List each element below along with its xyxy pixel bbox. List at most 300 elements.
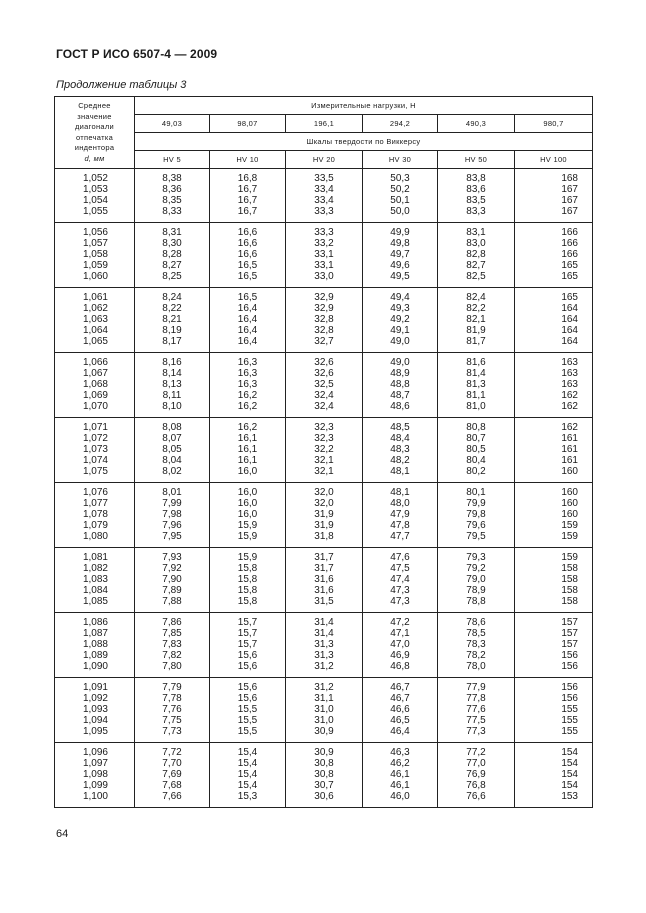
- hv50-value: 77,5: [466, 715, 486, 726]
- hv20-value: 32,4: [314, 401, 334, 412]
- hv5-value: 7,90: [162, 574, 182, 585]
- hv10-value: 16,3: [237, 357, 258, 368]
- hv100-value: 154: [561, 780, 578, 791]
- hv10-value: 15,4: [237, 747, 258, 758]
- hv100-cell: [515, 353, 593, 418]
- hv30-value: 48,4: [390, 433, 410, 444]
- diagonal-value: 1,076: [82, 487, 108, 498]
- hv5-value: 8,33: [162, 206, 182, 217]
- load-value: 980,7: [515, 115, 593, 133]
- diagonal-value: 1,062: [82, 303, 108, 314]
- hv10-value: 15,3: [237, 791, 258, 802]
- hv5-value: 7,99: [162, 498, 182, 509]
- d-cell: [55, 169, 135, 223]
- table-row-group: [55, 548, 593, 613]
- hv10-cell: [210, 743, 286, 808]
- diagonal-value: 1,065: [82, 336, 108, 347]
- hv20-value: 30,8: [314, 769, 334, 780]
- hv50-value: 79,6: [466, 520, 486, 531]
- hv50-value: 77,0: [466, 758, 486, 769]
- hv30-value: 50,0: [390, 206, 410, 217]
- table-row-group: [55, 483, 593, 548]
- hv20-cell: [286, 288, 363, 353]
- hv5-value: 8,28: [162, 249, 182, 260]
- diagonal-value: 1,085: [82, 596, 108, 607]
- hv30-cell: [363, 353, 438, 418]
- hv30-cell: [363, 483, 438, 548]
- hv100-value: 157: [561, 639, 578, 650]
- diagonal-value: 1,070: [82, 401, 108, 412]
- table-row-group: [55, 418, 593, 483]
- hv20-value: 32,3: [314, 433, 334, 444]
- hv10-value: 15,6: [237, 661, 258, 672]
- hv100-value: 155: [561, 726, 578, 737]
- hv20-value: 33,4: [314, 195, 334, 206]
- hv30-value: 48,1: [390, 466, 410, 477]
- hv20-value: 32,8: [314, 325, 334, 336]
- hv50-value: 80,5: [466, 444, 486, 455]
- hv10-value: 16,0: [237, 487, 258, 498]
- hv100-value: 161: [561, 444, 578, 455]
- hv5-value: 7,88: [162, 596, 182, 607]
- load-value: 294,2: [363, 115, 438, 133]
- hv20-cell: [286, 483, 363, 548]
- diagonal-value: 1,099: [82, 780, 108, 791]
- hv10-cell: [210, 169, 286, 223]
- table-row: [55, 548, 593, 613]
- hv20-value: 31,7: [314, 552, 334, 563]
- hv50-value: 77,2: [466, 747, 486, 758]
- hv100-value: 159: [561, 552, 578, 563]
- diagonal-value: 1,061: [82, 292, 108, 303]
- hv20-value: 31,4: [314, 617, 334, 628]
- d-cell: [55, 483, 135, 548]
- hv20-value: 30,9: [314, 726, 334, 737]
- hv30-value: 49,4: [390, 292, 410, 303]
- hv20-value: 32,7: [314, 336, 334, 347]
- hv10-value: 16,4: [237, 314, 258, 325]
- hv20-value: 31,7: [314, 563, 334, 574]
- hv20-value: 31,0: [314, 704, 334, 715]
- hv10-cell: [210, 223, 286, 288]
- hv10-value: 15,9: [237, 552, 258, 563]
- hv30-value: 46,7: [390, 682, 410, 693]
- hv5-value: 8,25: [162, 271, 182, 282]
- hv10-value: 15,7: [237, 617, 258, 628]
- hv50-value: 79,9: [466, 498, 486, 509]
- hv5-value: 7,92: [162, 563, 182, 574]
- hv50-cell: [438, 223, 515, 288]
- hv30-value: 50,1: [390, 195, 410, 206]
- hv100-value: 163: [561, 357, 578, 368]
- hv50-value: 77,9: [466, 682, 486, 693]
- hv30-value: 46,5: [390, 715, 410, 726]
- diagonal-value: 1,068: [82, 379, 108, 390]
- diagonal-value: 1,063: [82, 314, 108, 325]
- hv20-value: 31,5: [314, 596, 334, 607]
- diagonal-value: 1,074: [82, 455, 108, 466]
- hv20-value: 32,0: [314, 498, 334, 509]
- hv50-value: 82,4: [466, 292, 486, 303]
- table-row: [55, 678, 593, 743]
- hv10-cell: [210, 418, 286, 483]
- hv30-value: 47,0: [390, 639, 410, 650]
- hv5-value: 8,17: [162, 336, 182, 347]
- hv30-value: 49,7: [390, 249, 410, 260]
- hv10-value: 15,4: [237, 780, 258, 791]
- hv5-value: 8,35: [162, 195, 182, 206]
- hv30-value: 46,7: [390, 693, 410, 704]
- hv50-cell: [438, 288, 515, 353]
- hv100-value: 165: [561, 271, 578, 282]
- hv100-cell: [515, 169, 593, 223]
- hv50-cell: [438, 169, 515, 223]
- hv50-cell: [438, 678, 515, 743]
- hv100-value: 160: [561, 487, 578, 498]
- hv50-value: 83,1: [466, 227, 486, 238]
- hv5-value: 8,05: [162, 444, 182, 455]
- d-cell: [55, 353, 135, 418]
- hv5-cell: [135, 418, 210, 483]
- diagonal-value: 1,075: [82, 466, 108, 477]
- hv5-value: 7,75: [162, 715, 182, 726]
- diagonal-value: 1,059: [82, 260, 108, 271]
- diagonal-value: 1,100: [82, 791, 108, 802]
- hv10-value: 15,4: [237, 758, 258, 769]
- hv10-value: 15,8: [237, 596, 258, 607]
- hv20-cell: [286, 418, 363, 483]
- hv10-value: 15,5: [237, 704, 258, 715]
- hv30-value: 48,7: [390, 390, 410, 401]
- hv100-cell: [515, 483, 593, 548]
- hv5-value: 8,10: [162, 401, 182, 412]
- hv20-cell: [286, 353, 363, 418]
- hv5-value: 8,11: [162, 390, 182, 401]
- diagonal-value: 1,067: [82, 368, 108, 379]
- hv50-value: 78,3: [466, 639, 486, 650]
- diagonal-value: 1,069: [82, 390, 108, 401]
- hv20-value: 32,9: [314, 303, 334, 314]
- diagonal-value: 1,084: [82, 585, 108, 596]
- hv100-cell: [515, 223, 593, 288]
- hv50-value: 76,8: [466, 780, 486, 791]
- table-row: [55, 223, 593, 288]
- hv10-value: 16,7: [237, 195, 258, 206]
- hv20-value: 30,6: [314, 791, 334, 802]
- hv10-value: 16,1: [237, 455, 258, 466]
- hv5-value: 8,21: [162, 314, 182, 325]
- diagonal-value: 1,072: [82, 433, 108, 444]
- hv5-value: 7,96: [162, 520, 182, 531]
- d-cell: [55, 678, 135, 743]
- hv50-cell: [438, 483, 515, 548]
- hv30-value: 47,3: [390, 596, 410, 607]
- hv5-cell: [135, 743, 210, 808]
- hv10-value: 16,5: [237, 260, 258, 271]
- hv10-value: 16,5: [237, 271, 258, 282]
- diagonal-value: 1,066: [82, 357, 108, 368]
- hv5-cell: [135, 223, 210, 288]
- hv30-value: 49,8: [390, 238, 410, 249]
- hv30-value: 48,0: [390, 498, 410, 509]
- hv10-value: 16,5: [237, 292, 258, 303]
- hv20-cell: [286, 548, 363, 613]
- table-header: [55, 97, 593, 169]
- scale-label: HV 10: [210, 151, 286, 169]
- hv20-cell: [286, 678, 363, 743]
- scale-label: HV 30: [363, 151, 438, 169]
- hv10-value: 16,4: [237, 325, 258, 336]
- hv10-value: 16,4: [237, 303, 258, 314]
- hv30-value: 49,6: [390, 260, 410, 271]
- hv100-cell: [515, 288, 593, 353]
- hv50-value: 80,8: [466, 422, 486, 433]
- diagonal-value: 1,098: [82, 769, 108, 780]
- hv10-value: 15,7: [237, 628, 258, 639]
- diagonal-value: 1,097: [82, 758, 108, 769]
- hv50-value: 79,8: [466, 509, 486, 520]
- hv50-value: 81,7: [466, 336, 486, 347]
- diagonal-value: 1,096: [82, 747, 108, 758]
- row-header-line: Среднее: [78, 101, 111, 110]
- scale-label: HV 5: [135, 151, 210, 169]
- hv30-cell: [363, 548, 438, 613]
- hv30-cell: [363, 288, 438, 353]
- hv30-value: 49,0: [390, 357, 410, 368]
- load-value: 49,03: [135, 115, 210, 133]
- hv30-value: 46,0: [390, 791, 410, 802]
- hv10-value: 15,5: [237, 726, 258, 737]
- hv50-value: 79,5: [466, 531, 486, 542]
- hv10-value: 16,0: [237, 466, 258, 477]
- hv30-value: 46,4: [390, 726, 410, 737]
- diagonal-value: 1,053: [82, 184, 108, 195]
- hv50-value: 81,0: [466, 401, 486, 412]
- hv50-value: 77,6: [466, 704, 486, 715]
- hv50-value: 80,7: [466, 433, 486, 444]
- hv30-value: 46,8: [390, 661, 410, 672]
- hv100-value: 156: [561, 650, 578, 661]
- diagonal-value: 1,080: [82, 531, 108, 542]
- hv5-value: 8,16: [162, 357, 182, 368]
- hv30-value: 48,6: [390, 401, 410, 412]
- hv30-value: 49,0: [390, 336, 410, 347]
- hv30-value: 49,5: [390, 271, 410, 282]
- hv50-value: 83,6: [466, 184, 486, 195]
- hv10-value: 15,5: [237, 715, 258, 726]
- d-cell: [55, 743, 135, 808]
- hv100-value: 158: [561, 574, 578, 585]
- hv5-value: 8,02: [162, 466, 182, 477]
- row-header-line: индентора: [74, 143, 115, 152]
- hv10-value: 16,1: [237, 444, 258, 455]
- table-row: [55, 743, 593, 808]
- scale-label: HV 50: [438, 151, 515, 169]
- hv10-value: 16,4: [237, 336, 258, 347]
- hv50-value: 83,8: [466, 173, 486, 184]
- hv30-value: 46,2: [390, 758, 410, 769]
- table-caption: Продолжение таблицы 3: [56, 79, 187, 91]
- hv30-value: 47,1: [390, 628, 410, 639]
- hv5-value: 7,69: [162, 769, 182, 780]
- hv100-value: 164: [561, 314, 578, 325]
- hv5-value: 8,30: [162, 238, 182, 249]
- hv20-value: 31,6: [314, 585, 334, 596]
- hv5-value: 7,76: [162, 704, 182, 715]
- diagonal-value: 1,083: [82, 574, 108, 585]
- hv10-value: 16,0: [237, 498, 258, 509]
- hv20-value: 32,9: [314, 292, 334, 303]
- table-row-group: [55, 678, 593, 743]
- hv20-cell: [286, 223, 363, 288]
- hv30-value: 48,5: [390, 422, 410, 433]
- hv5-value: 8,14: [162, 368, 182, 379]
- hv100-value: 155: [561, 704, 578, 715]
- hv20-value: 32,6: [314, 357, 334, 368]
- hv30-value: 48,9: [390, 368, 410, 379]
- hv100-value: 163: [561, 379, 578, 390]
- hv5-value: 7,70: [162, 758, 182, 769]
- hv5-value: 7,86: [162, 617, 182, 628]
- hv100-value: 167: [561, 206, 578, 217]
- table-row: [55, 483, 593, 548]
- hv30-value: 49,3: [390, 303, 410, 314]
- hv30-cell: [363, 223, 438, 288]
- hv30-value: 46,9: [390, 650, 410, 661]
- hv50-value: 77,8: [466, 693, 486, 704]
- hv5-value: 8,19: [162, 325, 182, 336]
- hv10-cell: [210, 288, 286, 353]
- hv50-cell: [438, 613, 515, 678]
- hv20-value: 30,8: [314, 758, 334, 769]
- hv5-value: 7,82: [162, 650, 182, 661]
- hv50-value: 81,6: [466, 357, 486, 368]
- hv5-cell: [135, 483, 210, 548]
- diagonal-value: 1,064: [82, 325, 108, 336]
- hv10-cell: [210, 613, 286, 678]
- hv10-value: 15,4: [237, 769, 258, 780]
- hv100-value: 162: [561, 401, 578, 412]
- hv50-value: 79,2: [466, 563, 486, 574]
- hv20-value: 33,4: [314, 184, 334, 195]
- hv10-value: 16,6: [237, 249, 258, 260]
- hv30-value: 47,4: [390, 574, 410, 585]
- diagonal-value: 1,060: [82, 271, 108, 282]
- diagonal-value: 1,087: [82, 628, 108, 639]
- diagonal-value: 1,073: [82, 444, 108, 455]
- hv10-value: 16,0: [237, 509, 258, 520]
- diagonal-value: 1,077: [82, 498, 108, 509]
- hv50-value: 80,4: [466, 455, 486, 466]
- hv30-value: 47,9: [390, 509, 410, 520]
- hv5-value: 7,78: [162, 693, 182, 704]
- hv50-value: 82,2: [466, 303, 486, 314]
- hv100-value: 163: [561, 368, 578, 379]
- hv100-value: 165: [561, 260, 578, 271]
- hv20-value: 31,4: [314, 628, 334, 639]
- diagonal-value: 1,082: [82, 563, 108, 574]
- hv20-value: 31,2: [314, 682, 334, 693]
- hv5-value: 8,08: [162, 422, 182, 433]
- hv30-value: 47,7: [390, 531, 410, 542]
- hv5-value: 8,31: [162, 227, 182, 238]
- hv20-value: 31,9: [314, 520, 334, 531]
- hv50-value: 82,1: [466, 314, 486, 325]
- diagonal-value: 1,093: [82, 704, 108, 715]
- hv100-value: 166: [561, 238, 578, 249]
- load-value: 196,1: [286, 115, 363, 133]
- load-value: 490,3: [438, 115, 515, 133]
- hv30-value: 47,6: [390, 552, 410, 563]
- row-header-line: значение: [77, 111, 112, 121]
- hv100-value: 161: [561, 433, 578, 444]
- page-number: 64: [56, 828, 69, 840]
- hv50-value: 81,1: [466, 390, 486, 401]
- hv30-cell: [363, 169, 438, 223]
- hv50-cell: [438, 418, 515, 483]
- hv10-value: 16,3: [237, 368, 258, 379]
- hv20-value: 32,1: [314, 455, 334, 466]
- hv10-value: 16,7: [237, 206, 258, 217]
- hv10-value: 16,8: [237, 173, 258, 184]
- document-title: ГОСТ Р ИСО 6507-4 — 2009: [56, 47, 218, 61]
- hv50-value: 81,9: [466, 325, 486, 336]
- hv20-value: 32,5: [314, 379, 334, 390]
- hv5-value: 8,13: [162, 379, 182, 390]
- hv30-cell: [363, 613, 438, 678]
- hv5-value: 7,85: [162, 628, 182, 639]
- hv20-value: 33,2: [314, 238, 334, 249]
- hv5-value: 7,98: [162, 509, 182, 520]
- diagonal-value: 1,056: [82, 227, 108, 238]
- table-row-group: [55, 743, 593, 808]
- hv20-value: 30,9: [314, 747, 334, 758]
- hv100-value: 158: [561, 563, 578, 574]
- hv100-value: 164: [561, 336, 578, 347]
- hv30-value: 50,3: [390, 173, 410, 184]
- hv10-value: 15,6: [237, 682, 258, 693]
- hv5-value: 8,07: [162, 433, 182, 444]
- hv100-value: 157: [561, 617, 578, 628]
- hv100-value: 157: [561, 628, 578, 639]
- hv10-value: 16,7: [237, 184, 258, 195]
- hv10-value: 15,8: [237, 585, 258, 596]
- d-cell: [55, 613, 135, 678]
- hv20-value: 32,3: [314, 422, 334, 433]
- hv100-value: 154: [561, 769, 578, 780]
- hv10-value: 15,7: [237, 639, 258, 650]
- hv50-value: 82,7: [466, 260, 486, 271]
- hv100-value: 168: [561, 173, 578, 184]
- hv50-value: 78,5: [466, 628, 486, 639]
- hv20-value: 31,0: [314, 715, 334, 726]
- table-row-group: [55, 169, 593, 223]
- diagonal-value: 1,086: [82, 617, 108, 628]
- hv5-value: 7,68: [162, 780, 182, 791]
- hv50-value: 78,0: [466, 661, 486, 672]
- diagonal-value: 1,058: [82, 249, 108, 260]
- table-row: [55, 353, 593, 418]
- hv100-value: 165: [561, 292, 578, 303]
- hv100-cell: [515, 418, 593, 483]
- hv10-cell: [210, 548, 286, 613]
- diagonal-value: 1,057: [82, 238, 108, 249]
- table-row: [55, 169, 593, 223]
- hv100-value: 155: [561, 715, 578, 726]
- hv20-cell: [286, 169, 363, 223]
- hv100-value: 158: [561, 585, 578, 596]
- hv10-cell: [210, 678, 286, 743]
